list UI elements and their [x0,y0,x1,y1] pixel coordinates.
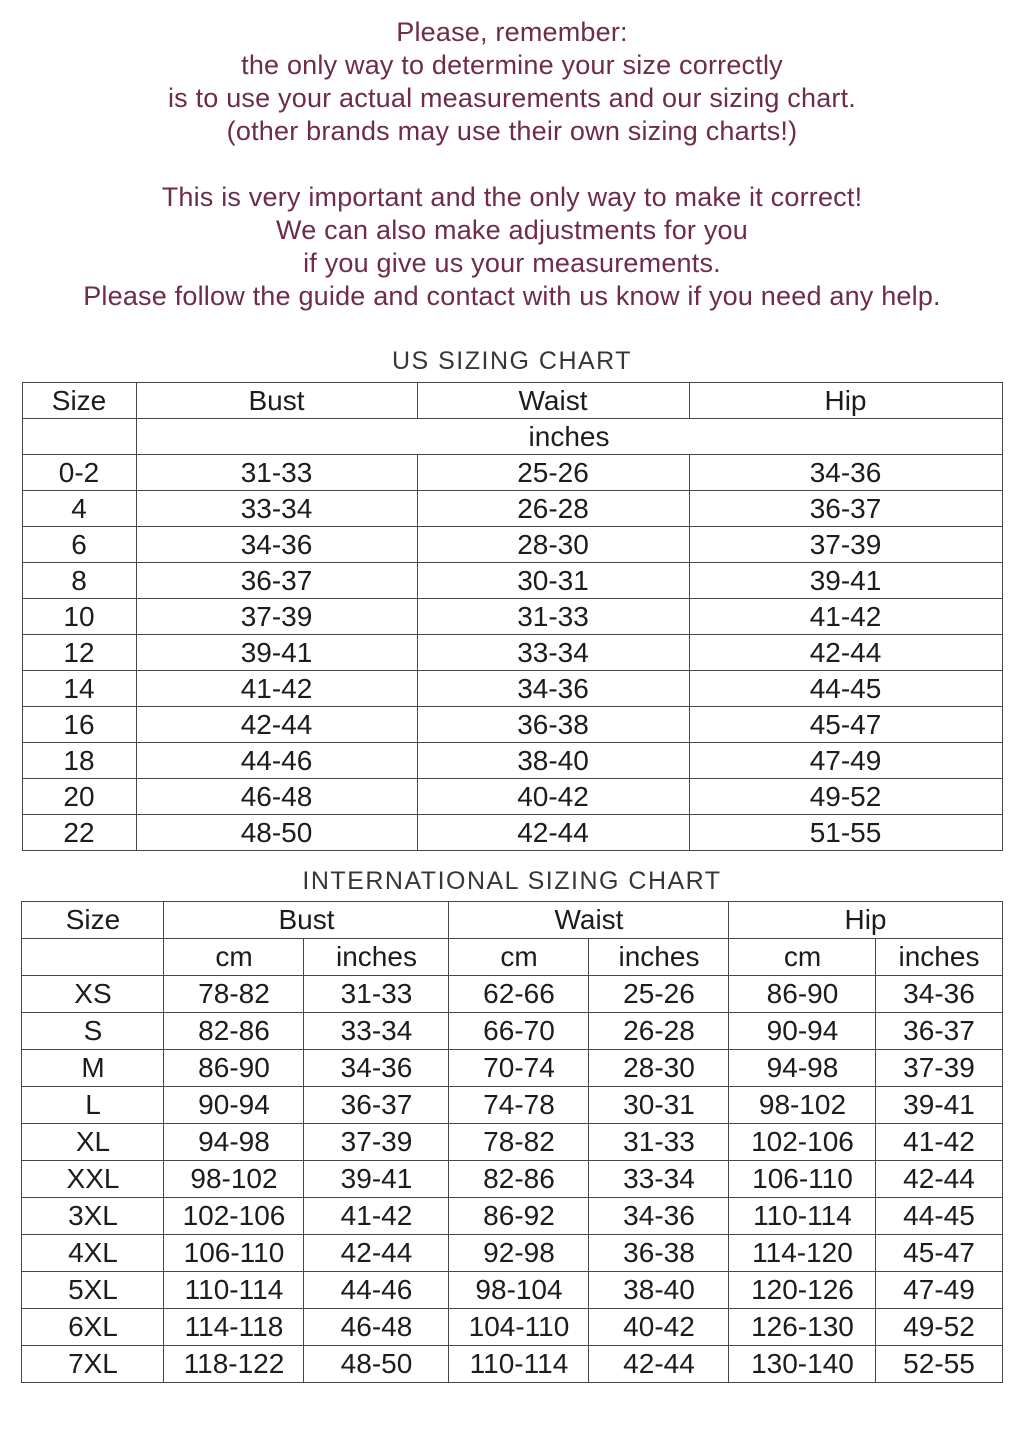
us-size-row-size: 20 [22,779,136,815]
us-sizing-table [22,382,1003,851]
us-size-row-bust: 39-41 [136,635,417,671]
intl-size-row-waist_in: 26-28 [589,1013,729,1050]
intl-size-row-waist_in: 28-30 [589,1050,729,1087]
us-col-header-bust: Bust [136,383,417,419]
intl-size-row-hip_cm: 126-130 [729,1309,876,1346]
us-size-row-waist: 34-36 [417,671,689,707]
international-sizing-section [0,866,1024,1383]
us-size-row-waist: 36-38 [417,707,689,743]
intl-size-row-hip_cm: 94-98 [729,1050,876,1087]
intl-size-row [22,1161,1002,1198]
us-size-row-bust: 44-46 [136,743,417,779]
us-size-row-waist: 26-28 [417,491,689,527]
intl-size-row-bust_in: 37-39 [304,1124,449,1161]
intl-size-row-waist_in: 36-38 [589,1235,729,1272]
sizing-intro-text [0,0,1024,313]
us-size-row-hip: 37-39 [689,527,1002,563]
intl-size-row-bust_cm: 114-118 [164,1309,304,1346]
intl-size-row-waist_in: 42-44 [589,1346,729,1383]
us-size-row-bust: 41-42 [136,671,417,707]
intl-size-row-size: XL [22,1124,164,1161]
us-size-row [22,527,1002,563]
intl-col-header-bust: Bust [164,902,449,939]
intro-line: Please, remember: [396,17,628,47]
intl-size-row-size: 5XL [22,1272,164,1309]
intl-size-row-waist_in: 40-42 [589,1309,729,1346]
intl-unit-bust-inches: inches [304,939,449,976]
us-size-row-hip: 34-36 [689,455,1002,491]
intl-size-row-waist_in: 31-33 [589,1124,729,1161]
intl-size-row-hip_in: 44-45 [876,1198,1002,1235]
intl-header-row [22,902,1002,939]
us-size-row-size: 14 [22,671,136,707]
us-size-row-waist: 30-31 [417,563,689,599]
us-unit-empty-cell [22,419,136,455]
us-size-row [22,599,1002,635]
intl-size-row-size: M [22,1050,164,1087]
intl-size-row-bust_in: 48-50 [304,1346,449,1383]
us-size-row [22,815,1002,851]
intl-size-row-waist_cm: 82-86 [449,1161,589,1198]
us-size-row-size: 6 [22,527,136,563]
intl-size-row-size: 7XL [22,1346,164,1383]
us-chart-title: US SIZING CHART [391,347,633,375]
us-size-row-waist: 42-44 [417,815,689,851]
us-size-row [22,635,1002,671]
us-size-row-waist: 28-30 [417,527,689,563]
intl-size-row-waist_cm: 98-104 [449,1272,589,1309]
intl-unit-hip-inches: inches [876,939,1002,976]
intl-size-row-size: 3XL [22,1198,164,1235]
us-unit-label: inches [136,419,1002,455]
intl-size-row-hip_cm: 98-102 [729,1087,876,1124]
intl-size-row [22,976,1002,1013]
paragraph-gap [0,148,1024,181]
intro-line: We can also make adjustments for you [276,215,748,245]
us-size-row-hip: 44-45 [689,671,1002,707]
intl-size-row-hip_in: 49-52 [876,1309,1002,1346]
us-size-row-bust: 48-50 [136,815,417,851]
intl-size-row-hip_in: 34-36 [876,976,1002,1013]
intl-size-row [22,1272,1002,1309]
intro-line: (other brands may use their own sizing charts!) [226,116,798,146]
us-size-row-bust: 31-33 [136,455,417,491]
intl-size-row-size: S [22,1013,164,1050]
intl-size-row-bust_cm: 94-98 [164,1124,304,1161]
intl-size-row-bust_cm: 90-94 [164,1087,304,1124]
us-size-row-size: 8 [22,563,136,599]
intro-line: Please follow the guide and contact with us know if you need any help. [83,281,941,311]
intl-size-row-hip_cm: 114-120 [729,1235,876,1272]
intl-size-row-waist_in: 30-31 [589,1087,729,1124]
intl-size-row-waist_in: 34-36 [589,1198,729,1235]
intl-size-row-hip_in: 45-47 [876,1235,1002,1272]
international-sizing-table [21,901,1002,1383]
intl-col-header-size: Size [22,902,164,939]
intl-size-row [22,1235,1002,1272]
intl-size-row-hip_cm: 90-94 [729,1013,876,1050]
intl-size-row-waist_cm: 66-70 [449,1013,589,1050]
us-size-row-hip: 36-37 [689,491,1002,527]
intl-size-row [22,1050,1002,1087]
us-size-row-bust: 33-34 [136,491,417,527]
intl-size-row [22,1087,1002,1124]
us-size-row [22,671,1002,707]
intl-size-row [22,1346,1002,1383]
us-size-row-hip: 42-44 [689,635,1002,671]
us-size-row-hip: 45-47 [689,707,1002,743]
us-size-row-bust: 37-39 [136,599,417,635]
us-size-row [22,779,1002,815]
intl-size-row-waist_cm: 70-74 [449,1050,589,1087]
us-size-row-bust: 46-48 [136,779,417,815]
intl-size-row-bust_in: 46-48 [304,1309,449,1346]
us-size-row-waist: 33-34 [417,635,689,671]
intl-size-row-waist_cm: 86-92 [449,1198,589,1235]
intl-chart-title: INTERNATIONAL SIZING CHART [302,867,722,895]
intl-size-row-hip_cm: 102-106 [729,1124,876,1161]
us-col-header-hip: Hip [689,383,1002,419]
intl-size-row-bust_in: 42-44 [304,1235,449,1272]
us-size-row-hip: 47-49 [689,743,1002,779]
intl-size-row-bust_cm: 102-106 [164,1198,304,1235]
us-unit-row [22,419,1002,455]
us-size-row [22,491,1002,527]
intro-line: is to use your actual measurements and our sizing chart. [167,83,857,113]
intl-size-row-hip_in: 39-41 [876,1087,1002,1124]
us-size-row-size: 16 [22,707,136,743]
intl-size-row [22,1124,1002,1161]
intl-size-row-hip_in: 41-42 [876,1124,1002,1161]
us-size-row-hip: 49-52 [689,779,1002,815]
us-size-row-bust: 34-36 [136,527,417,563]
intl-size-row-waist_cm: 74-78 [449,1087,589,1124]
us-size-row-bust: 42-44 [136,707,417,743]
intl-size-row-bust_in: 31-33 [304,976,449,1013]
intl-size-row-bust_in: 41-42 [304,1198,449,1235]
intl-size-row-waist_cm: 104-110 [449,1309,589,1346]
intl-size-row-size: XXL [22,1161,164,1198]
intl-size-row-waist_in: 25-26 [589,976,729,1013]
us-size-row-hip: 41-42 [689,599,1002,635]
intl-size-row-size: 6XL [22,1309,164,1346]
intl-unit-hip-cm: cm [729,939,876,976]
intl-size-row-bust_in: 34-36 [304,1050,449,1087]
intl-unit-bust-cm: cm [164,939,304,976]
us-size-row [22,563,1002,599]
intl-size-row-waist_in: 38-40 [589,1272,729,1309]
intl-size-row-bust_in: 36-37 [304,1087,449,1124]
us-size-row-size: 18 [22,743,136,779]
us-size-row-size: 0-2 [22,455,136,491]
intl-size-row-size: XS [22,976,164,1013]
us-col-header-waist: Waist [417,383,689,419]
intl-size-row-bust_in: 33-34 [304,1013,449,1050]
intl-size-row-waist_cm: 62-66 [449,976,589,1013]
us-sizing-section [0,346,1024,851]
intl-size-row-size: 4XL [22,1235,164,1272]
intl-size-row-bust_cm: 118-122 [164,1346,304,1383]
intl-size-row-hip_in: 52-55 [876,1346,1002,1383]
intl-size-row-waist_in: 33-34 [589,1161,729,1198]
intl-unit-waist-cm: cm [449,939,589,976]
intl-size-row-hip_in: 42-44 [876,1161,1002,1198]
us-size-row-waist: 25-26 [417,455,689,491]
intl-size-row-bust_cm: 78-82 [164,976,304,1013]
intl-size-row-hip_cm: 110-114 [729,1198,876,1235]
intl-size-row-hip_in: 36-37 [876,1013,1002,1050]
intl-size-row-bust_in: 44-46 [304,1272,449,1309]
intl-size-row-hip_in: 37-39 [876,1050,1002,1087]
intl-size-row-hip_cm: 106-110 [729,1161,876,1198]
us-size-row-size: 22 [22,815,136,851]
us-size-row-waist: 38-40 [417,743,689,779]
intl-size-row-waist_cm: 110-114 [449,1346,589,1383]
us-size-row-size: 10 [22,599,136,635]
us-size-row-size: 12 [22,635,136,671]
intl-unit-waist-inches: inches [589,939,729,976]
us-size-row-hip: 39-41 [689,563,1002,599]
intl-size-row-bust_cm: 106-110 [164,1235,304,1272]
us-col-header-size: Size [22,383,136,419]
intl-size-row-hip_in: 47-49 [876,1272,1002,1309]
us-size-row-waist: 31-33 [417,599,689,635]
intl-size-row-bust_cm: 110-114 [164,1272,304,1309]
intl-size-row-waist_cm: 92-98 [449,1235,589,1272]
intl-size-row-hip_cm: 120-126 [729,1272,876,1309]
intl-size-row [22,1309,1002,1346]
intro-line: This is very important and the only way to make it correct! [161,182,863,212]
intl-size-row-bust_cm: 82-86 [164,1013,304,1050]
intl-unit-empty-cell [22,939,164,976]
intl-unit-row [22,939,1002,976]
intl-size-row-size: L [22,1087,164,1124]
us-size-row [22,455,1002,491]
intl-size-row-bust_cm: 98-102 [164,1161,304,1198]
intl-size-row-waist_cm: 78-82 [449,1124,589,1161]
intl-col-header-waist: Waist [449,902,729,939]
us-size-row [22,743,1002,779]
us-size-row-size: 4 [22,491,136,527]
intl-size-row [22,1198,1002,1235]
us-size-row-bust: 36-37 [136,563,417,599]
intl-size-row-bust_in: 39-41 [304,1161,449,1198]
intl-col-header-hip: Hip [729,902,1002,939]
intl-size-row-hip_cm: 86-90 [729,976,876,1013]
intro-line: if you give us your measurements. [303,248,721,278]
us-size-row-hip: 51-55 [689,815,1002,851]
intl-size-row-hip_cm: 130-140 [729,1346,876,1383]
intro-line: the only way to determine your size correctly [241,50,783,80]
us-size-row-waist: 40-42 [417,779,689,815]
intl-size-row-bust_cm: 86-90 [164,1050,304,1087]
intl-size-row [22,1013,1002,1050]
us-header-row [22,383,1002,419]
us-size-row [22,707,1002,743]
